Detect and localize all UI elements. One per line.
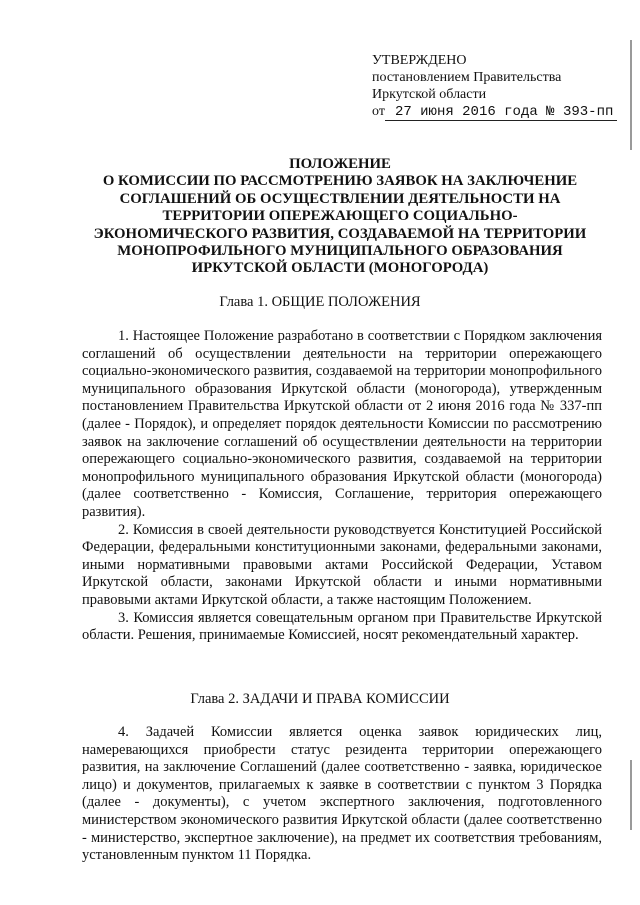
chapter-1-body bbox=[82, 328, 602, 645]
document-title bbox=[60, 156, 620, 278]
chapter-2-body bbox=[82, 724, 602, 865]
title-line: МОНОПРОФИЛЬНОГО МУНИЦИПАЛЬНОГО ОБРАЗОВАНИЯ bbox=[117, 243, 563, 260]
scan-edge-mark bbox=[630, 40, 632, 150]
paragraph-4: 4. Задачей Комиссии является оценка заявок юридических лиц, намеревающихся приобрести статус резидента территории опережающего развития, на заключение Соглашений (далее соответственно - заявка, юридическое лицо) и документов, прилагаемых к заявке в соответствии с пунктом 3 Порядка (далее - документы), с учетом экспертного заключения, подготовленного министерством экономического развития Иркутской области (далее соответственно - министерство, экспертное заключение), на предмет их соответствия требованиям, установленным пунктом 11 Порядка. bbox=[82, 724, 602, 864]
title-line: ИРКУТСКОЙ ОБЛАСТИ (МОНОГОРОДА) bbox=[191, 260, 489, 277]
title-line: ТЕРРИТОРИИ ОПЕРЕЖАЮЩЕГО СОЦИАЛЬНО- bbox=[162, 208, 518, 225]
paragraph-1: 1. Настоящее Положение разработано в соответствии с Порядком заключения соглашений об осуществлении деятельности на территории опережающего социально-экономического развития, создаваемой на территории монопрофильного муниципального образования Иркутской области (моногорода), утвержденным постановлением Правительства Иркутской области от 2 июня 2016 года № 337-пп (далее - Порядок), и определяет порядок деятельности Комиссии по рассмотрению заявок на заключение соглашений об осуществлении деятельности на территории опережающего социально-экономического развития, создаваемой на территории монопрофильного муниципального образования Иркутской области (моногорода) (далее соответственно - Комиссия, Соглашение, территория опережающего развития). bbox=[82, 328, 602, 520]
title-line: О КОМИССИИ ПО РАССМОТРЕНИЮ ЗАЯВОК НА ЗАКЛЮЧЕНИЕ bbox=[102, 173, 578, 190]
chapter-1-heading: Глава 1. ОБЩИЕ ПОЛОЖЕНИЯ bbox=[219, 294, 421, 310]
paragraph-3: 3. Комиссия является совещательным органом при Правительстве Иркутской области. Решения, принимаемые Комиссией, носят рекомендательный характер. bbox=[82, 609, 602, 644]
approval-block bbox=[372, 52, 612, 121]
approval-line: постановлением Правительства bbox=[372, 70, 562, 85]
approval-title: УТВЕРЖДЕНО bbox=[372, 53, 467, 68]
approval-line: Иркутской области bbox=[372, 87, 487, 102]
title-line: СОГЛАШЕНИЙ ОБ ОСУЩЕСТВЛЕНИИ ДЕЯТЕЛЬНОСТИ НА bbox=[119, 190, 561, 207]
approval-date: 27 июня 2016 года № 393-пп bbox=[385, 105, 617, 121]
title-line: ЭКОНОМИЧЕСКОГО РАЗВИТИЯ, СОЗДАВАЕМОЙ НА ТЕРРИТОРИИ bbox=[93, 225, 587, 242]
approval-date-prefix: от bbox=[372, 104, 385, 119]
approval-date-line bbox=[372, 103, 612, 121]
scan-edge-mark bbox=[630, 760, 632, 830]
title-line: ПОЛОЖЕНИЕ bbox=[289, 156, 391, 172]
paragraph-2: 2. Комиссия в своей деятельности руководствуется Конституцией Российской Федерации, федеральными конституционными законами, федеральными законами, иными нормативными правовыми актами Российской Федерации, Уставом Иркутской области, законами Иркутской области и иными нормативными правовыми актами Иркутской области, а также настоящим Положением. bbox=[82, 521, 602, 608]
chapter-2-heading: Глава 2. ЗАДАЧИ И ПРАВА КОМИССИИ bbox=[190, 691, 450, 707]
